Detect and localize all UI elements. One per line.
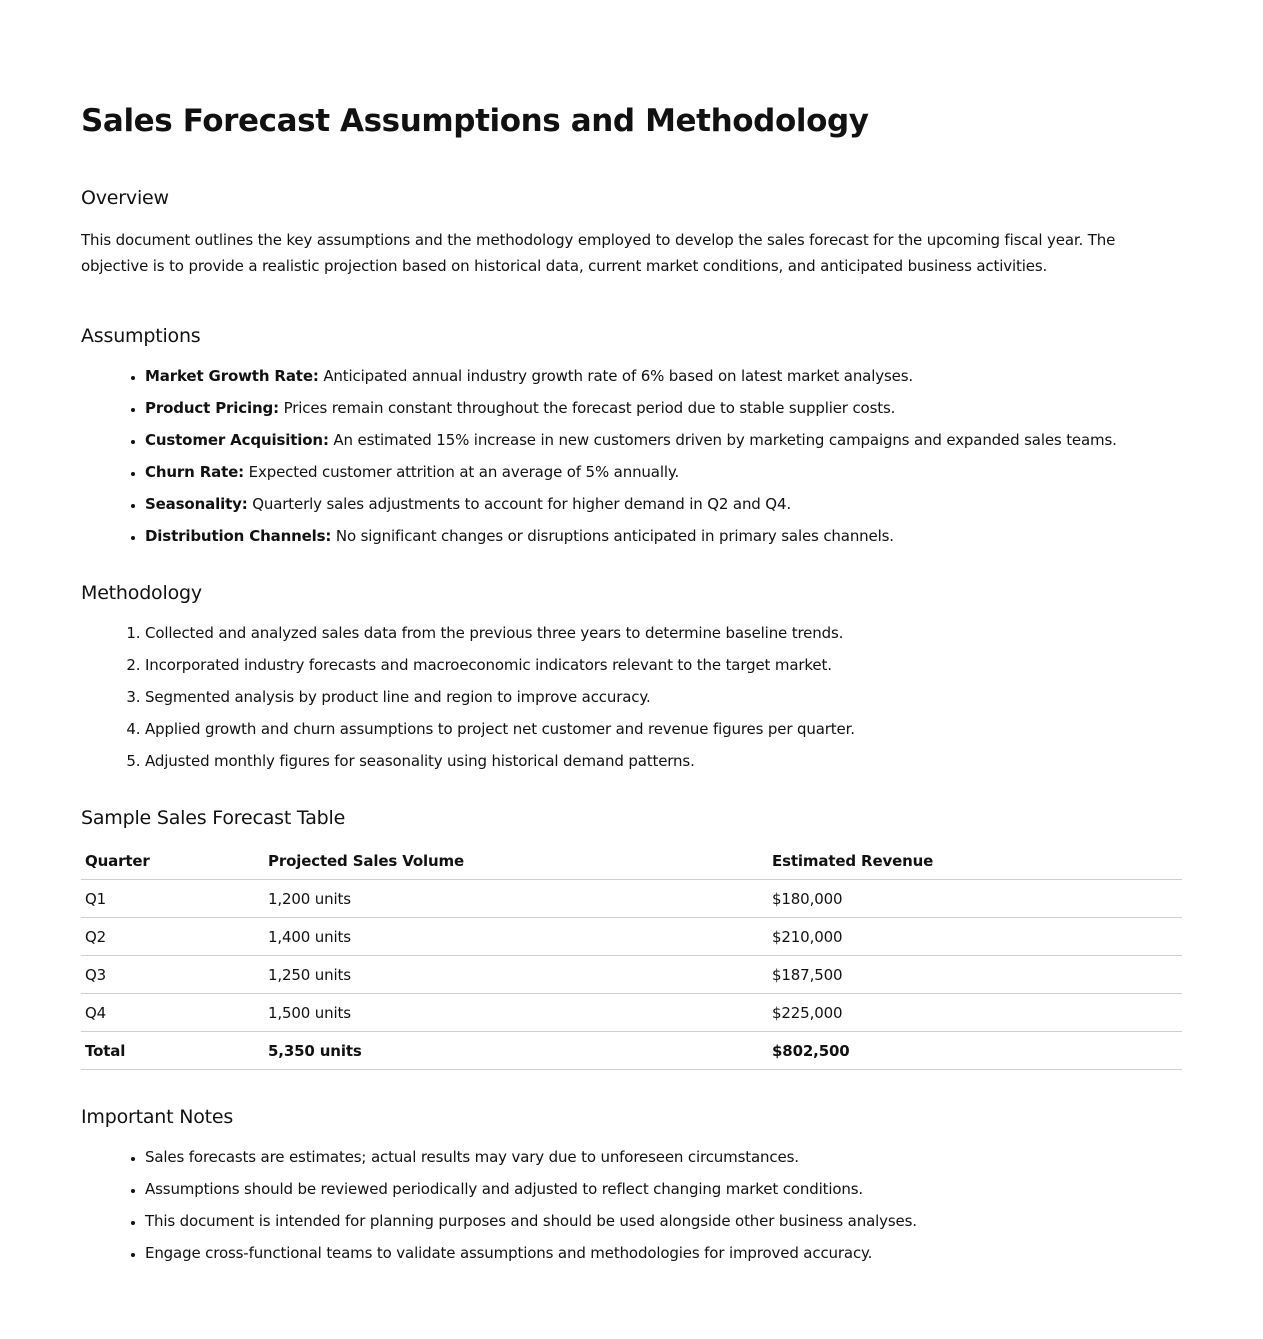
- forecast-table-heading: Sample Sales Forecast Table: [81, 807, 346, 829]
- page-title: Sales Forecast Assumptions and Methodology: [81, 103, 869, 139]
- table-row: [81, 956, 1182, 994]
- assumption-label: Market Growth Rate:: [145, 367, 319, 385]
- list-item: [145, 398, 1182, 418]
- assumption-text: An estimated 15% increase in new customers driven by marketing campaigns and expanded sales teams.: [328, 431, 1117, 449]
- cell-total-revenue: $802,500: [768, 1032, 1182, 1070]
- methodology-list: [81, 623, 1182, 771]
- table-total-row: [81, 1032, 1182, 1070]
- assumption-text: Prices remain constant throughout the forecast period due to stable supplier costs.: [278, 399, 896, 417]
- cell-revenue: $210,000: [768, 918, 1182, 956]
- cell-quarter: Q1: [81, 880, 264, 918]
- list-item: 1. Collected and analyzed sales data from the previous three years to determine baseline trends.: [145, 623, 1182, 643]
- cell-volume: 1,500 units: [264, 994, 768, 1032]
- assumption-label: Churn Rate:: [145, 463, 245, 481]
- assumption-text: Expected customer attrition at an average of 5% annually.: [244, 463, 680, 481]
- table-row: [81, 880, 1182, 918]
- cell-revenue: $225,000: [768, 994, 1182, 1032]
- cell-revenue: $180,000: [768, 880, 1182, 918]
- list-item: [145, 366, 1182, 386]
- table-header-row: [81, 842, 1182, 880]
- assumption-label: Seasonality:: [145, 495, 248, 513]
- assumption-text: No significant changes or disruptions anticipated in primary sales channels.: [331, 527, 894, 545]
- cell-total-label: Total: [81, 1032, 264, 1070]
- cell-total-volume: 5,350 units: [264, 1032, 768, 1070]
- cell-quarter: Q2: [81, 918, 264, 956]
- assumption-label: Distribution Channels:: [145, 527, 332, 545]
- list-item: • This document is intended for planning purposes and should be used alongside other business analyses.: [145, 1211, 1182, 1231]
- cell-volume: 1,400 units: [264, 918, 768, 956]
- table-row: [81, 918, 1182, 956]
- cell-revenue: $187,500: [768, 956, 1182, 994]
- list-item: [145, 526, 1182, 546]
- forecast-table: [81, 842, 1182, 1070]
- assumption-text: Quarterly sales adjustments to account for higher demand in Q2 and Q4.: [247, 495, 791, 513]
- list-item: • Sales forecasts are estimates; actual results may vary due to unforeseen circumstances.: [145, 1147, 1182, 1167]
- list-item: [145, 494, 1182, 514]
- overview-text: This document outlines the key assumptions and the methodology employed to develop the sales forecast for the upcoming fiscal year. The objective is to provide a realistic projection based on historical data, current market conditions, and anticipated business activities.: [81, 231, 1116, 275]
- overview-section: [81, 186, 1182, 279]
- methodology-heading: Methodology: [81, 582, 202, 604]
- cell-quarter: Q4: [81, 994, 264, 1032]
- cell-volume: 1,250 units: [264, 956, 768, 994]
- assumptions-section: [81, 324, 1182, 546]
- assumption-label: Customer Acquisition:: [145, 431, 329, 449]
- overview-heading: Overview: [81, 187, 169, 209]
- cell-volume: 1,200 units: [264, 880, 768, 918]
- table-row: [81, 994, 1182, 1032]
- assumptions-heading: Assumptions: [81, 325, 201, 347]
- column-header-quarter: Quarter: [81, 842, 264, 880]
- list-item: • Assumptions should be reviewed periodically and adjusted to reflect changing market conditions.: [145, 1179, 1182, 1199]
- list-item: 5. Adjusted monthly figures for seasonality using historical demand patterns.: [145, 751, 1182, 771]
- list-item: 2. Incorporated industry forecasts and macroeconomic indicators relevant to the target market.: [145, 655, 1182, 675]
- assumption-text: Anticipated annual industry growth rate of 6% based on latest market analyses.: [318, 367, 913, 385]
- column-header-volume: Projected Sales Volume: [264, 842, 768, 880]
- notes-heading: Important Notes: [81, 1106, 234, 1128]
- assumption-label: Product Pricing:: [145, 399, 279, 417]
- list-item: [145, 430, 1182, 450]
- assumptions-list: [81, 366, 1182, 546]
- column-header-revenue: Estimated Revenue: [768, 842, 1182, 880]
- cell-quarter: Q3: [81, 956, 264, 994]
- methodology-section: [81, 581, 1182, 771]
- list-item: 3. Segmented analysis by product line and region to improve accuracy.: [145, 687, 1182, 707]
- list-item: • Engage cross-functional teams to validate assumptions and methodologies for improved accuracy.: [145, 1243, 1182, 1263]
- notes-list: [81, 1147, 1182, 1263]
- forecast-table-section: [81, 806, 1182, 1070]
- list-item: [145, 462, 1182, 482]
- notes-section: [81, 1105, 1182, 1263]
- list-item: 4. Applied growth and churn assumptions to project net customer and revenue figures per quarter.: [145, 719, 1182, 739]
